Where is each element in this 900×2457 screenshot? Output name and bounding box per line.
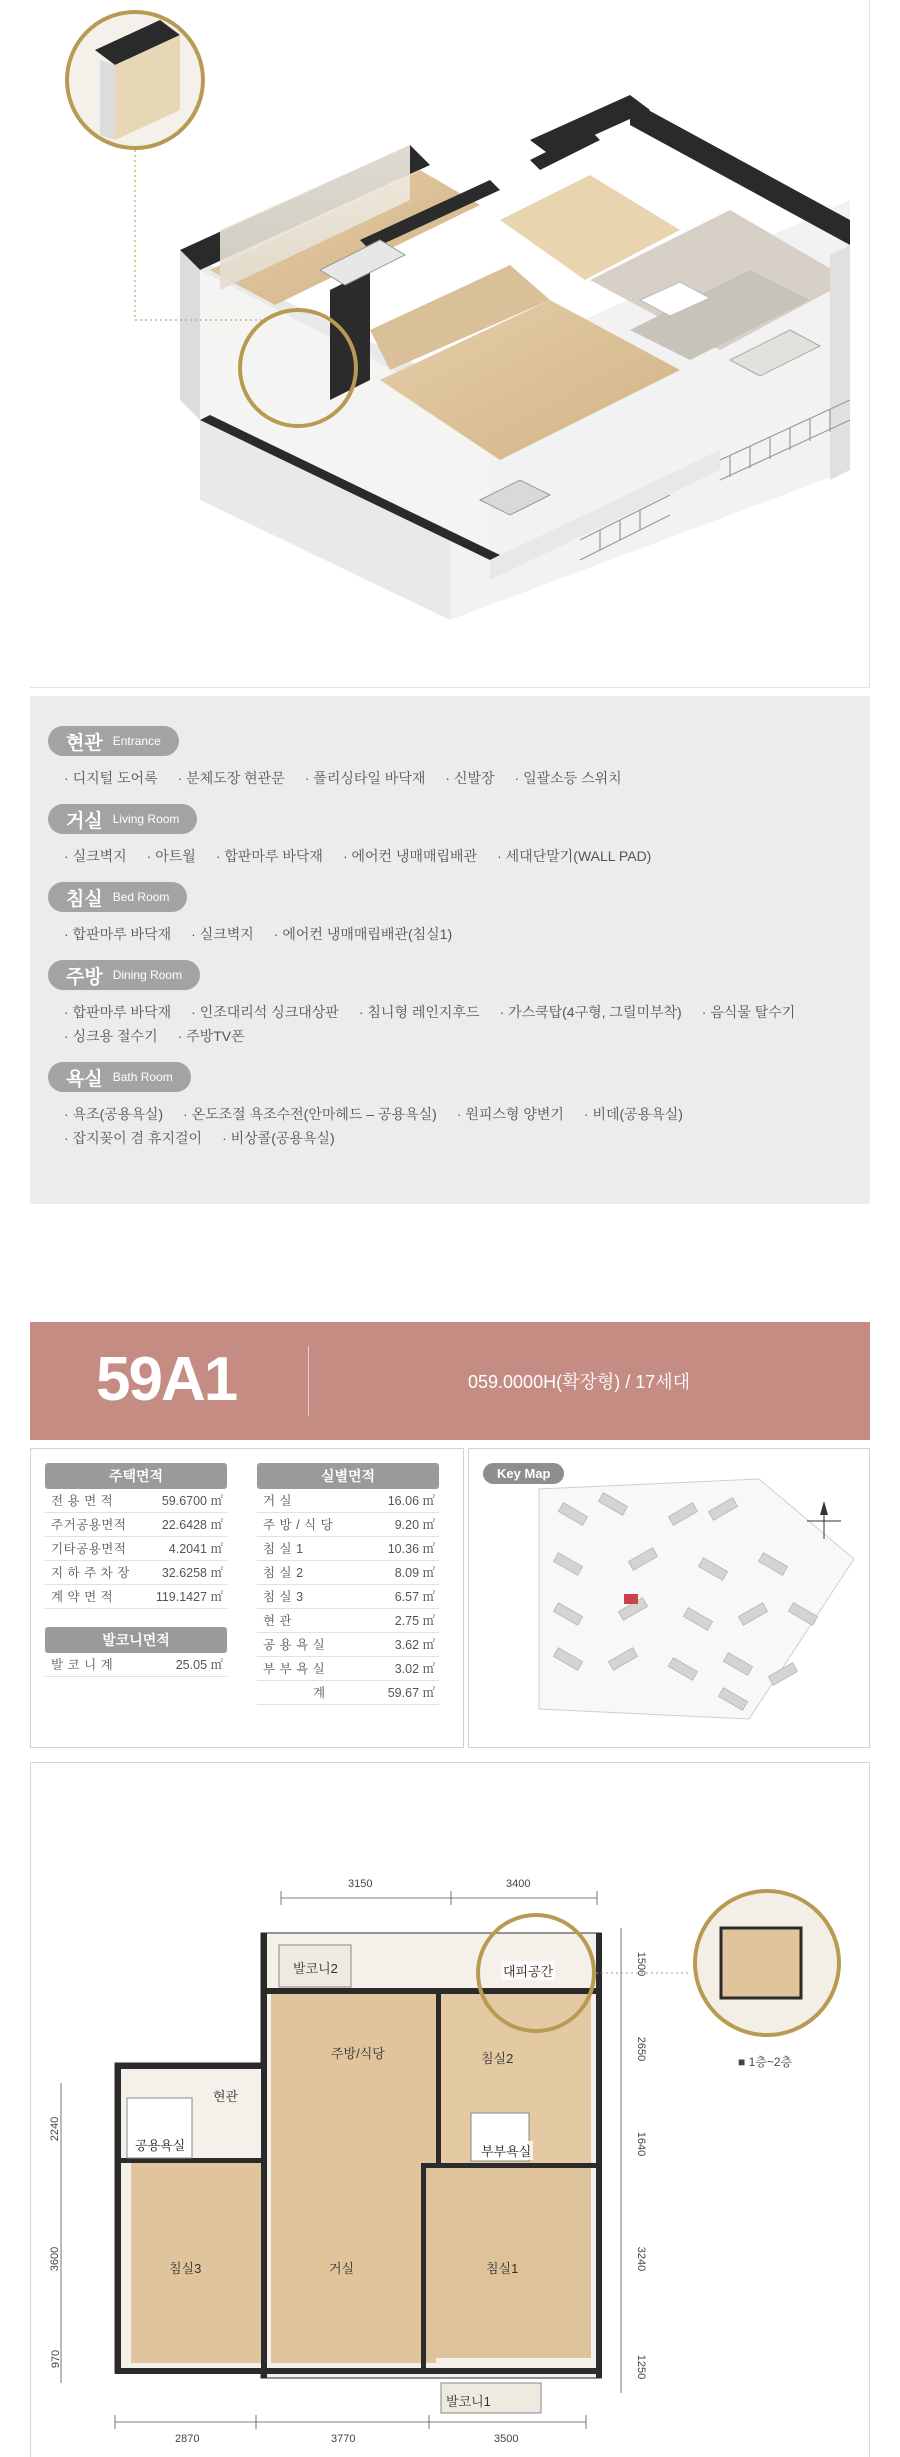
spec-living-room bbox=[48, 804, 852, 868]
spec-item: · 주방TV폰 bbox=[178, 1024, 245, 1048]
room-kitchen-dining: 주방/식당 bbox=[331, 2046, 385, 2061]
spec-dining-room bbox=[48, 960, 852, 1048]
row-label: 전 용 면 적 bbox=[51, 1494, 114, 1508]
spec-item: · 일괄소등 스위치 bbox=[515, 766, 622, 790]
dim-right: 1640 bbox=[635, 2131, 648, 2157]
row-label: 지 하 주 차 장 bbox=[51, 1566, 130, 1580]
spec-item: · 합판마루 바닥재 bbox=[64, 1000, 171, 1024]
spec-item: · 분체도장 현관문 bbox=[178, 766, 285, 790]
key-map-highlight bbox=[624, 1594, 638, 1604]
dim-right: 1500 bbox=[635, 1951, 648, 1977]
isometric-floor-render bbox=[30, 0, 870, 688]
row-label: 주 방 / 식 당 bbox=[263, 1518, 334, 1532]
dim-left: 3600 bbox=[49, 2246, 62, 2272]
dim-right: 1250 bbox=[635, 2354, 648, 2380]
dim-bottom: 2870 bbox=[175, 2433, 200, 2445]
row-value: 59.6700 ㎡ bbox=[161, 1494, 223, 1508]
specifications-panel bbox=[30, 696, 870, 1204]
spec-item: · 합판마루 바닥재 bbox=[216, 844, 323, 868]
spec-item: · 음식물 탈수기 bbox=[702, 1000, 796, 1024]
balcony-area-table bbox=[45, 1627, 227, 1677]
room-area-table bbox=[257, 1463, 439, 1705]
spec-bed-room bbox=[48, 882, 852, 946]
row-value: 9.20 ㎡ bbox=[394, 1518, 435, 1532]
dim-bottom: 3770 bbox=[331, 2433, 356, 2445]
unit-header-bar bbox=[30, 1322, 870, 1440]
spec-item: · 실크벽지 bbox=[64, 844, 127, 868]
row-value: 10.36 ㎡ bbox=[387, 1542, 435, 1556]
spec-item: · 합판마루 바닥재 bbox=[64, 922, 171, 946]
spec-item: · 욕조(공용욕실) bbox=[64, 1102, 163, 1126]
spec-item: · 아트월 bbox=[147, 844, 196, 868]
spec-title-pill bbox=[48, 882, 187, 912]
spec-item: · 에어컨 냉매매립배관 bbox=[343, 844, 477, 868]
spec-item: · 가스쿡탑(4구형, 그릴미부착) bbox=[499, 1000, 681, 1024]
table-row bbox=[257, 1609, 439, 1633]
row-label: 계 약 면 적 bbox=[51, 1590, 114, 1604]
row-value: 8.09 ㎡ bbox=[394, 1566, 435, 1580]
isometric-illustration bbox=[30, 0, 870, 688]
spec-entrance bbox=[48, 726, 852, 790]
spec-title-pill bbox=[48, 804, 197, 834]
spec-item: · 침니형 레인지후드 bbox=[359, 1000, 480, 1024]
room-bedroom3: 침실3 bbox=[169, 2261, 202, 2276]
dim-left: 2240 bbox=[49, 2116, 62, 2142]
spec-title: 주방 bbox=[66, 966, 103, 988]
floor-note: ■ 1층~2층 bbox=[738, 2055, 793, 2069]
row-value: 3.62 ㎡ bbox=[394, 1638, 435, 1652]
spec-item-list bbox=[48, 834, 852, 868]
row-value: 22.6428 ㎡ bbox=[161, 1518, 223, 1532]
key-map-panel bbox=[468, 1448, 870, 1748]
row-value: 119.1427 ㎡ bbox=[155, 1590, 223, 1604]
row-label: 부 부 욕 실 bbox=[263, 1662, 326, 1676]
spec-item: · 온도조절 욕조수전(안마헤드 – 공용욕실) bbox=[183, 1102, 437, 1126]
row-label: 기타공용면적 bbox=[51, 1542, 127, 1556]
house-area-table bbox=[45, 1463, 227, 1609]
table-row bbox=[45, 1537, 227, 1561]
key-map-illustration bbox=[469, 1449, 869, 1747]
spec-item: · 비상콜(공용욕실) bbox=[222, 1126, 335, 1150]
row-label: 주거공용면적 bbox=[51, 1518, 127, 1532]
room-balcony2: 발코니2 bbox=[293, 1961, 338, 1976]
room-entrance: 현관 bbox=[213, 2089, 239, 2104]
dim-top: 3150 bbox=[348, 1878, 373, 1890]
table-row-total bbox=[257, 1681, 439, 1705]
row-value: 25.05 ㎡ bbox=[175, 1658, 223, 1672]
table-header: 실별면적 bbox=[257, 1463, 439, 1489]
dim-bottom: 3500 bbox=[494, 2433, 519, 2445]
table-row bbox=[45, 1561, 227, 1585]
floor-plan-drawing bbox=[31, 1763, 871, 2457]
spec-item: · 에어컨 냉매매립배관(침실1) bbox=[274, 922, 452, 946]
key-map-title: Key Map bbox=[483, 1463, 564, 1484]
spec-item: · 싱크용 절수기 bbox=[64, 1024, 158, 1048]
spec-title: 현관 bbox=[66, 732, 103, 754]
spec-item: · 실크벽지 bbox=[191, 922, 254, 946]
table-row bbox=[45, 1489, 227, 1513]
table-row bbox=[257, 1585, 439, 1609]
row-label: 공 용 욕 실 bbox=[263, 1638, 326, 1652]
spec-title-en: Bed Room bbox=[112, 890, 170, 904]
room-bedroom2: 침실2 bbox=[481, 2051, 514, 2066]
unit-divider bbox=[308, 1346, 309, 1416]
table-row bbox=[257, 1657, 439, 1681]
spec-item: · 잡지꽂이 겸 휴지걸이 bbox=[64, 1126, 202, 1150]
row-value: 3.02 ㎡ bbox=[394, 1662, 435, 1676]
dim-left: 970 bbox=[50, 2349, 63, 2369]
table-row bbox=[257, 1633, 439, 1657]
row-value: 4.2041 ㎡ bbox=[168, 1542, 223, 1556]
spec-title-en: Entrance bbox=[112, 734, 161, 748]
table-row bbox=[257, 1489, 439, 1513]
spec-item: · 신발장 bbox=[445, 766, 494, 790]
spec-item-list bbox=[48, 990, 852, 1048]
row-value: 2.75 ㎡ bbox=[394, 1614, 435, 1628]
row-value: 16.06 ㎡ bbox=[387, 1494, 435, 1508]
spec-title: 침실 bbox=[66, 888, 103, 910]
row-label: 침 실 3 bbox=[263, 1590, 304, 1604]
spec-title: 거실 bbox=[66, 810, 103, 832]
spec-item-list bbox=[48, 756, 852, 790]
table-row bbox=[45, 1653, 227, 1677]
spec-item: · 인조대리석 싱크대상판 bbox=[191, 1000, 339, 1024]
spec-title: 욕실 bbox=[66, 1068, 103, 1090]
spec-title-en: Bath Room bbox=[112, 1070, 173, 1084]
unit-type-title: 59A1 bbox=[96, 1345, 237, 1414]
row-value: 59.67 ㎡ bbox=[387, 1686, 435, 1700]
room-common-bathroom: 공용욕실 bbox=[133, 2135, 187, 2154]
floor-plan-panel bbox=[30, 1762, 870, 2457]
area-tables-panel bbox=[30, 1448, 464, 1748]
spec-title-pill bbox=[48, 960, 200, 990]
row-value: 32.6258 ㎡ bbox=[161, 1566, 223, 1580]
table-row bbox=[257, 1513, 439, 1537]
table-row bbox=[257, 1561, 439, 1585]
row-label: 발 코 니 계 bbox=[51, 1658, 114, 1672]
room-master-bathroom: 부부욕실 bbox=[479, 2141, 533, 2160]
spec-title-pill bbox=[48, 1062, 191, 1092]
spec-item: · 비데(공용욕실) bbox=[584, 1102, 683, 1126]
table-header: 발코니면적 bbox=[45, 1627, 227, 1653]
spec-item: · 폴리싱타일 바닥재 bbox=[305, 766, 426, 790]
spec-title-pill bbox=[48, 726, 179, 756]
spec-title-en: Dining Room bbox=[112, 968, 183, 982]
spec-item: · 원피스형 양변기 bbox=[457, 1102, 564, 1126]
room-balcony1: 발코니1 bbox=[446, 2394, 491, 2409]
table-row bbox=[257, 1537, 439, 1561]
spec-item: · 세대단말기(WALL PAD) bbox=[497, 844, 651, 868]
row-label: 계 bbox=[313, 1686, 326, 1700]
table-row bbox=[45, 1585, 227, 1609]
dim-right: 2650 bbox=[635, 2036, 648, 2062]
table-header: 주택면적 bbox=[45, 1463, 227, 1489]
dim-right: 3240 bbox=[635, 2246, 648, 2272]
row-label: 거 실 bbox=[263, 1494, 293, 1508]
row-label: 침 실 1 bbox=[263, 1542, 304, 1556]
spec-item: · 디지털 도어록 bbox=[64, 766, 158, 790]
room-refuge-space: 대피공간 bbox=[501, 1961, 555, 1980]
spec-item-list bbox=[48, 1092, 852, 1150]
spec-item-list bbox=[48, 912, 852, 946]
room-bedroom1: 침실1 bbox=[486, 2261, 519, 2276]
row-label: 침 실 2 bbox=[263, 1566, 304, 1580]
spec-bath-room bbox=[48, 1062, 852, 1150]
row-value: 6.57 ㎡ bbox=[394, 1590, 435, 1604]
spec-title-en: Living Room bbox=[112, 812, 180, 826]
row-label: 현 관 bbox=[263, 1614, 293, 1628]
dim-top: 3400 bbox=[506, 1878, 531, 1890]
table-row bbox=[45, 1513, 227, 1537]
room-living: 거실 bbox=[329, 2261, 355, 2276]
unit-description: 059.0000H(확장형) / 17세대 bbox=[468, 1372, 691, 1392]
